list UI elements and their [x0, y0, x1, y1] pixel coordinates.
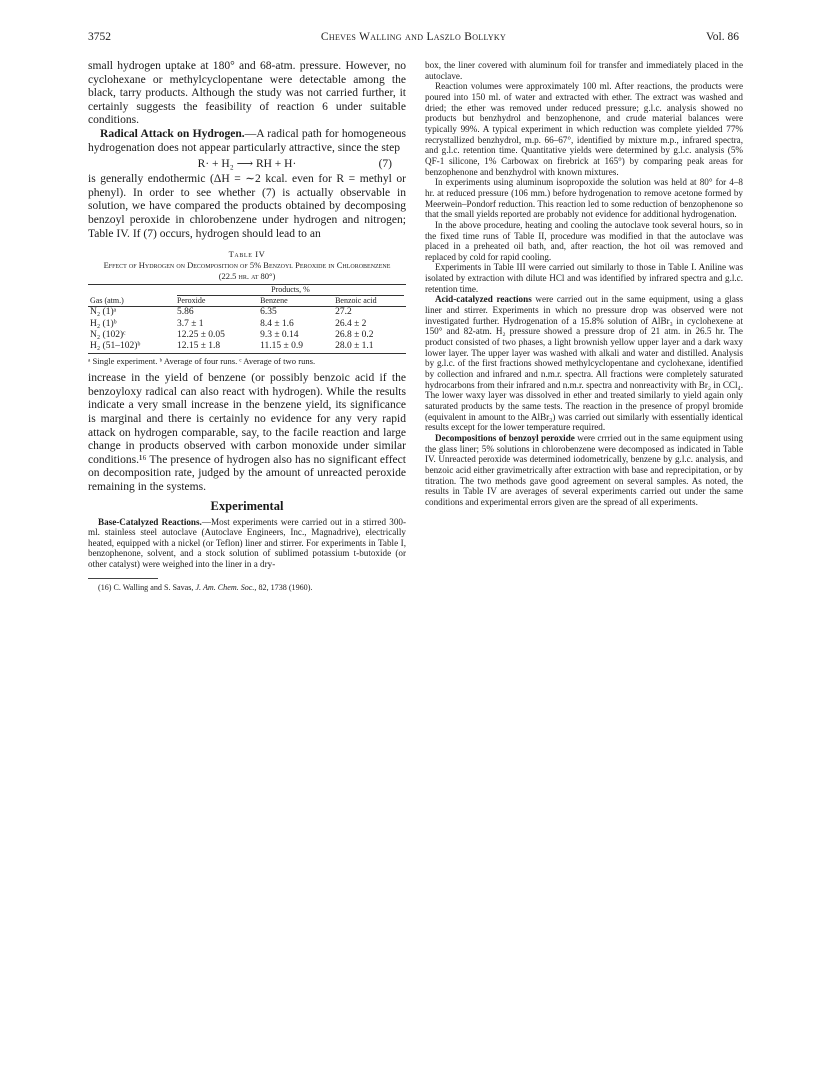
- paragraph: is generally endothermic (ΔH = ∼2 kcal. even for R = methyl or phenyl). In order to see whether (7) is actually observable in solution, we have compared the products obtained by decomposing benzoyl peroxide in chlorobenzene under hydrogen and nitrogen; Table IV. If (7) occurs, hydrogen should lead to an: [88, 173, 406, 240]
- paragraph: box, the liner covered with aluminum foil for transfer and immediately placed in the autoclave.: [425, 60, 743, 81]
- column-header: Gas (atm.): [90, 296, 124, 306]
- equation-number: (7): [378, 158, 392, 171]
- cell-peroxide: 3.7 ± 1: [176, 318, 204, 329]
- cell-benzoic-acid: 26.4 ± 2: [335, 318, 367, 329]
- paragraph-text: —A radical path for homogeneous hydrogenation does not appear particularly attractive, since the step: [88, 127, 406, 154]
- table-caption: Effect of Hydrogen on Decomposition of 5% Benzoyl Peroxide in Chlorobenzene (22.5 hr. at 80°): [103, 260, 391, 282]
- right-column: [425, 60, 743, 508]
- cell-benzene: 11.15 ± 0.9: [260, 341, 303, 352]
- column-header: Benzoic acid: [335, 296, 377, 306]
- footnote-divider: [88, 578, 158, 579]
- page-number: 3752: [88, 31, 111, 43]
- left-column: [88, 60, 406, 593]
- paragraph: [88, 517, 406, 570]
- run-in-heading: Base-Catalyzed Reactions.: [98, 516, 202, 527]
- cell-benzoic-acid: 28.0 ± 1.1: [335, 341, 374, 352]
- cell-gas: N₂ (1)ᵃ: [90, 307, 117, 318]
- table-label: Table IV: [228, 249, 266, 260]
- footnote: (16) C. Walling and S. Savas, J. Am. Chem. Soc., 82, 1738 (1960).: [98, 582, 313, 592]
- run-in-heading: Radical Attack on Hydrogen.: [100, 127, 245, 140]
- cell-peroxide: 12.15 ± 1.8: [176, 341, 221, 352]
- column-header: Benzene: [260, 296, 288, 306]
- cell-benzoic-acid: 27.2: [335, 307, 352, 318]
- paragraph: increase in the yield of benzene (or possibly benzoic acid if the benzoyloxy radical can also react with hydrogen). While the results indicate a very small increase in the benzene yield, its significance is marginal and there is certainly no evidence for any very rapid attack on hydrogen comparable, say, to the facile reaction and large change in products observed with carbon monoxide under similar conditions.¹⁶ The presence of hydrogen also has no significant effect on decomposition rate, judged by the amount of unreacted peroxide remaining in the systems.: [88, 372, 406, 493]
- paragraph: Experiments in Table III were carried out similarly to those in Table I. Aniline was isolated by extraction with dilute HCl and was identified by infrared spectra and g.l.c. retention time.: [425, 262, 743, 294]
- cell-gas: H₂ (1)ᵇ: [90, 318, 117, 329]
- section-title: Experimental: [210, 498, 284, 513]
- data-table: [88, 284, 406, 354]
- table-row: [88, 307, 406, 319]
- cell-benzene: 9.3 ± 0.14: [260, 329, 299, 340]
- paragraph: [425, 294, 743, 433]
- equation-body: R· + H₂ ⟶ RH + H·: [197, 158, 297, 171]
- products-spanner: Products, %: [175, 285, 406, 297]
- paragraph: In experiments using aluminum isopropoxide the solution was held at 80° for 4–8 hr. at reduced pressure (106 mm.) before hydrogenation to remove acetone formed by Meerwein–Pondorf reduction. This reaction led to some reduction of benzophenone so that the small yields reported are probably not evidence for additional hydrogenation.: [425, 177, 743, 220]
- cell-benzene: 6.35: [260, 307, 277, 318]
- table-footnotes: ᵃ Single experiment. ᵇ Average of four runs. ᶜ Average of two runs.: [88, 355, 316, 366]
- cell-gas: N₂ (102)ᶜ: [90, 329, 126, 340]
- paragraph: [88, 128, 406, 155]
- volume-label: Vol. 86: [705, 31, 739, 43]
- paragraph-text: —Most experiments were carried out in a stirred 300-ml. stainless steel autoclave (Autoclave Engineers, Inc., Magnadrive), electrically heated, equipped with a nickel (or Teflon) liner and stirrer. For experiments in Table I, benzophenone, solvent, and a stock solution of sublimed potassium t-butoxide (or other catalyst) were weighed into the liner in a dry-: [88, 516, 406, 570]
- cell-benzene: 8.4 ± 1.6: [260, 318, 294, 329]
- table-iv: [88, 249, 406, 366]
- table-row: [88, 330, 406, 341]
- column-header: Peroxide: [176, 296, 206, 306]
- running-header: [88, 31, 739, 47]
- running-title: Cheves Walling and Laszlo Bollyky: [320, 31, 507, 43]
- table-row: [88, 341, 406, 353]
- table-row: [88, 319, 406, 330]
- equation: [88, 157, 406, 171]
- cell-peroxide: 5.86: [176, 307, 194, 318]
- run-in-heading: Decompositions of benzoyl peroxide: [435, 432, 575, 443]
- paragraph: In the above procedure, heating and cooling the autoclave took several hours, so in the fixed time runs of Table II, procedure was modified in that the autoclave was placed in a preheated oil bath, and, after reaction, the hot oil was removed and replaced by cold for rapid cooling.: [425, 219, 743, 262]
- paragraph-text: were crrried out in the same equipment using the glass liner; 5% solutions in chlorobenzene were decomposed as indicated in Table IV. Unreacted peroxide was determined iodometrically, benzene by g.l.c. analysis, and benzoic acid either gravimetrically after extraction with base and reprecipitation, or by titration. The two methods gave good agreement on several samples. As noted, the results in Table IV are averages of several experiments carried out under the same conditions and experimental errors given are the spread of all experiments.: [425, 432, 743, 507]
- cell-benzoic-acid: 26.8 ± 0.2: [335, 329, 374, 340]
- cell-gas: H₂ (51–102)ᵇ: [90, 341, 141, 352]
- paragraph: small hydrogen uptake at 180° and 68-atm. pressure. However, no cyclohexane or methylcyclopentane were detectable among the black, tarry products. Although the study was not carried further, it certainly suggests the feasibility of reaction 6 under suitable conditions.: [88, 60, 406, 127]
- cell-peroxide: 12.25 ± 0.05: [176, 329, 225, 340]
- paragraph-text: were carried out in the same equipment, using a glass liner and stirrer. Experiments in which no pressure drop was observed were not investigated further. Hydrogenation of a 15.8% solution of AlBr₃ in cyclohexene at 150° and 82-atm. H₂ pressure showed a pressure drop of 21 atm. in 26.5 hr. The product consisted of two phases, a light brownish yellow upper layer and a dark waxy lower layer. The upper layer was washed with alkali and water and distilled. Analysis by g.l.c. of the first fractions showed methylcyclopentane and cyclohexane, identified by collection and infrared and n.m.r. spectra. All fractions were completely saturated hydrocarbons from their infrared and n.m.r. spectra and nonreactivity with Br₂ in CCl₄. The lower waxy layer was dissolved in ether and treated similarly to yield again only saturated products by the same tests. The reaction in the presence of propyl bromide (equivalent in amount to the AlBr₃) was carried out similarly with essentially identical results except for the lower temperature required.: [425, 294, 743, 433]
- run-in-heading: Acid-catalyzed reactions: [435, 294, 532, 305]
- paragraph: [425, 433, 743, 508]
- paragraph: Reaction volumes were approximately 100 ml. After reactions, the products were poured into 150 ml. of water and extracted with ether. The extract was washed and dried; the ether was removed under reduced pressure; g.l.c. analysis showed no products but benzhydrol and benzophenone, and crude material balances were typically 99%. A typical experiment in which reduction was complete yielded 77% recrystallized benzhydrol, m.p. 66–67°, identified by mixture m.p., infrared spectra, and g.l.c. retention time. Quantitative yields were determined by g.l.c. analysis (5% QF-1 silicone, 1% Carbowax on firebrick at 165°) by comparing peak areas for benzophenone and benzhydrol with known mixtures.: [425, 81, 743, 177]
